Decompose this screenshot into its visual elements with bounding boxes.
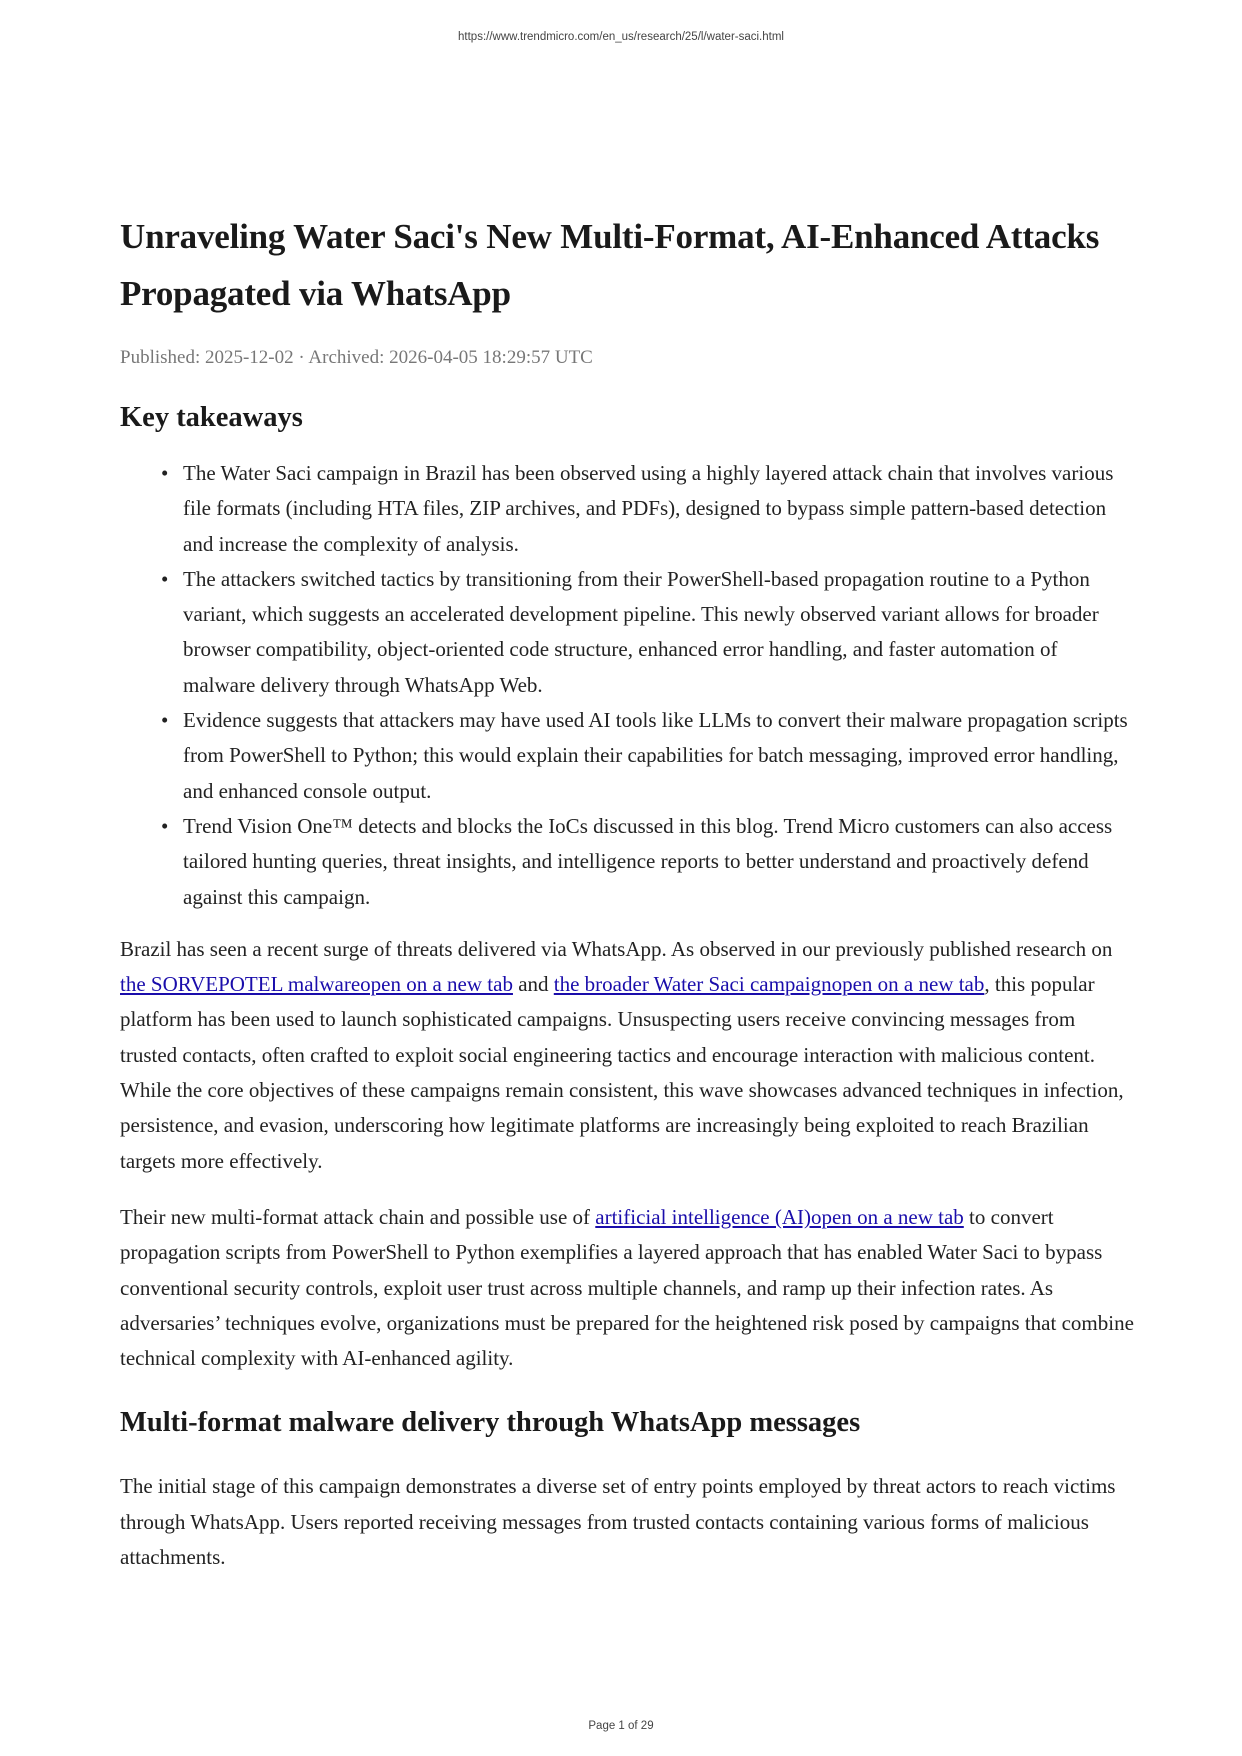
paragraph-text: and [512, 972, 554, 997]
paragraph-text: , this popular platform has been used to launch sophisticated campaigns. Unsuspecting users receive convincing messages from trusted contacts, often crafted to exploit social engineering tactics and encourage interaction with malicious content. While the core objectives of these campaigns remain consistent, this wave showcases advanced techniques in infection, persistence, and evasion, underscoring how legitimate platforms are increasingly being exploited to reach Brazilian targets more effectively. [120, 972, 1124, 1173]
takeaway-text: Trend Vision One™ detects and blocks the IoCs discussed in this blog. Trend Micro customers can also access tailored hunting queries, threat insights, and intelligence reports to better understand and proactively defend against this campaign. [183, 813, 1113, 909]
article [120, 208, 1135, 1575]
water-saci-campaign-link[interactable]: the broader Water Saci campaignopen on a new tab [553, 972, 985, 997]
multi-format-heading: Multi-format malware delivery through WhatsApp messages [120, 1407, 861, 1439]
initial-stage-paragraph: The initial stage of this campaign demonstrates a diverse set of entry points employed by threat actors to reach victims through WhatsApp. Users reported receiving messages from trusted contacts containing various forms of malicious attachments. [120, 1474, 1116, 1570]
bullet-icon: • [161, 813, 169, 838]
artificial-intelligence-link[interactable]: artificial intelligence (AI)open on a new tab [595, 1204, 964, 1229]
key-takeaways-list [120, 456, 1135, 915]
takeaway-text: Evidence suggests that attackers may have used AI tools like LLMs to convert their malware propagation scripts from PowerShell to Python; this would explain their capabilities for batch messaging, improved error handling, and enhanced console output. [183, 708, 1128, 803]
bullet-icon: • [161, 461, 169, 485]
takeaway-text: The Water Saci campaign in Brazil has been observed using a highly layered attack chain that involves various file formats (including HTA files, ZIP archives, and PDFs), designed to bypass simple pattern-based detection and increase the complexity of analysis. [183, 461, 1114, 556]
takeaway-text: The attackers switched tactics by transitioning from their PowerShell-based propagation routine to a Python variant, which suggests an accelerated development pipeline. This newly observed variant allows for broader browser compatibility, object-oriented code structure, enhanced error handling, and faster automation of malware delivery through WhatsApp Web. [183, 566, 1099, 697]
takeaway-item [161, 562, 1135, 703]
bullet-icon: • [161, 708, 169, 733]
intro-paragraph [120, 932, 1135, 1179]
bullet-icon: • [161, 566, 169, 591]
takeaway-item [161, 809, 1135, 915]
sorvepotel-malware-link[interactable]: the SORVEPOTEL malwareopen on a new tab [120, 972, 513, 997]
paragraph-text: to convert propagation scripts from PowerShell to Python exemplifies a layered approach that has enabled Water Saci to bypass conventional security controls, exploit user trust across multiple channels, and ramp up their infection rates. As adversaries’ techniques evolve, organizations must be prepared for the heightened risk posed by campaigns that combine technical complexity with AI-enhanced agility. [120, 1204, 1134, 1371]
page-number: Page 1 of 29 [588, 1720, 654, 1732]
key-takeaways-heading: Key takeaways [120, 402, 303, 433]
paragraph-text: Brazil has seen a recent surge of threats delivered via WhatsApp. As observed in our previously published research on [120, 936, 1113, 961]
publish-meta: Published: 2025-12-02 · Archived: 2026-04-05 18:29:57 UTC [120, 347, 593, 368]
article-title: Unraveling Water Saci's New Multi-Format, AI-Enhanced Attacks Propagated via WhatsApp [120, 217, 1100, 313]
page-url: https://www.trendmicro.com/en_us/research/25/l/water-saci.html [458, 31, 784, 43]
takeaway-item [161, 703, 1135, 809]
ai-paragraph [120, 1200, 1135, 1376]
takeaway-item [161, 456, 1135, 562]
paragraph-text: Their new multi-format attack chain and possible use of [120, 1204, 596, 1229]
